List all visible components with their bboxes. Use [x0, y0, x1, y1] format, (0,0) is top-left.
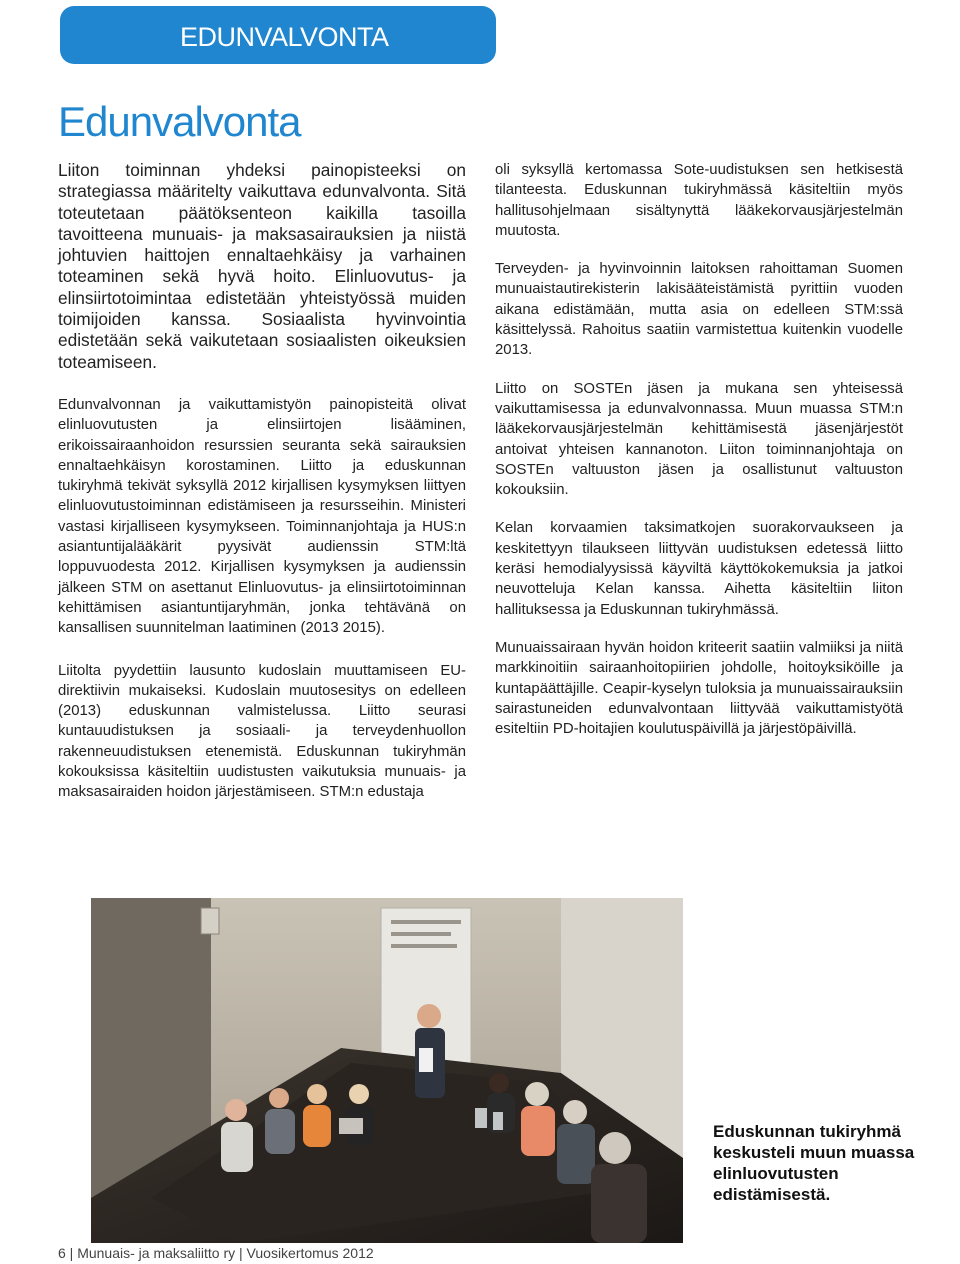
- lead-paragraph: Liiton toiminnan yhdeksi painopisteeksi on strategiassa määritelty vaikuttava edunvalvonta. Sitä toteutetaan päätöksenteon kaikilla tasoilla tavoitteena munuais- ja maksasairauksien ja niistä johtuvien haittojen ennaltaehkäisy ja varhainen toteaminen sekä hyvä hoito. Elinluovutus- ja elinsiirtotoimintaa edistetään yhteistyössä muiden toimijoiden kanssa. Sosiaalista hyvinvointia edistetään sekä vaikutetaan sosiaalisten oikeuksien toteamiseen.: [58, 160, 466, 372]
- meeting-photo: [91, 898, 683, 1243]
- left-column: [58, 160, 466, 825]
- meeting-photo-illustration: [91, 898, 683, 1243]
- body-paragraph: Liitolta pyydettiin lausunto kudoslain muuttamiseen EU-direktiivin mukaiseksi. Kudoslain muutosesitys on edelleen (2013) eduskunnan valmistelussa. Liitto seurasi kuntauudistuksen ja sosiaali- ja terveydenhuollon rakenneuudistuksen etenemistä. Eduskunnan tukiryhmän kokouksissa käsiteltiin uudistusten vaikutuksia munuais- ja maksasairaiden hoidon järjestämiseen. STM:n edustaja: [58, 662, 466, 801]
- photo-caption: Eduskunnan tukiryhmä keskusteli muun muassa elinluovutusten edistämisestä.: [713, 1122, 915, 1204]
- body-paragraph: Terveyden- ja hyvinvoinnin laitoksen rahoittaman Suomen munuaistautirekisterin lakisääteistämistä pyrittiin vuoden aikana edistämään, mutta asia on edelleen STM:ssä käsittelyssä. Rahoitus saatiin varmistettua kuitenkin vuodelle 2013.: [495, 261, 903, 359]
- section-banner: [60, 6, 496, 64]
- section-banner-label: EDUNVALVONTA: [180, 22, 389, 52]
- page-title: Edunvalvonta: [58, 98, 301, 145]
- body-paragraph: Munuaissairaan hyvän hoidon kriteerit saatiin valmiiksi ja niitä markkinoitiin sairaanhoitopiirien johdolle, hoitoyksiköille ja kuntapäättäjille. Ceapir-kyselyn tuloksia ja munuaissairauksiin sairastuneiden edunvalvontaan liittyvää vaikuttamistyötä esiteltiin PD-hoitajien koulutuspäivillä ja järjestöpäivillä.: [495, 639, 903, 738]
- body-paragraph: oli syksyllä kertomassa Sote-uudistuksen sen hetkisestä tilanteesta. Eduskunnan tukiryhmässä käsiteltiin myös hallitusohjelmaan sisältynyttä lääkekorvausjärjestelmän muutosta.: [495, 162, 903, 239]
- body-paragraph: Kelan korvaamien taksimatkojen suorakorvaukseen ja keskitettyyn tilaukseen liittyvän uudistuksen edetessä liitto keräsi hemodialyysissä käyviltä käyttökokemuksia ja jatkoi neuvotteluja Kelan kanssa. Aihetta käsiteltiin liiton hallituksessa ja Eduskunnan tukiryhmässä.: [495, 520, 903, 618]
- body-paragraph: Liitto on SOSTEn jäsen ja mukana sen yhteisessä vaikuttamisessa ja edunvalvonnassa. Muun muassa STM:n lääkekorvausjärjestelmän kehittämisestä jäsenjärjestöt antoivat yhteisen kannanoton. Liiton toiminnanjohtaja on SOSTEn valtuuston jäsen ja osallistunut valtuuston kokouksiin.: [495, 380, 903, 499]
- body-paragraph: Edunvalvonnan ja vaikuttamistyön painopisteitä olivat elinluovutusten ja elinsiirtojen lisääminen, erikoissairaanhoidon resurssien seuranta sekä sairauksien ennaltaehkäisyn korostaminen. Liitto ja eduskunnan tukiryhmä tekivät syksyllä 2012 kirjallisen kysymyksen liittyen elinluovutustoiminnan edistämiseen ja resursseihin. Ministeri vastasi kirjalliseen kysymykseen. Toiminnanjohtaja ja HUS:n asiantuntijalääkärit pyysivät audienssin STM:ltä loppuvuodesta 2012. Kirjallisen kysymyksen ja audienssin jälkeen STM on asettanut Elinluovutus- ja elinsiirtotoiminnan kehittämisen asiantuntijaryhmän, jonka tehtävänä on kansallisen suunnitelman laatiminen (2013 2015).: [58, 396, 466, 637]
- right-column: [495, 160, 903, 757]
- page-footer: 6 | Munuais- ja maksaliitto ry | Vuosikertomus 2012: [58, 1245, 374, 1261]
